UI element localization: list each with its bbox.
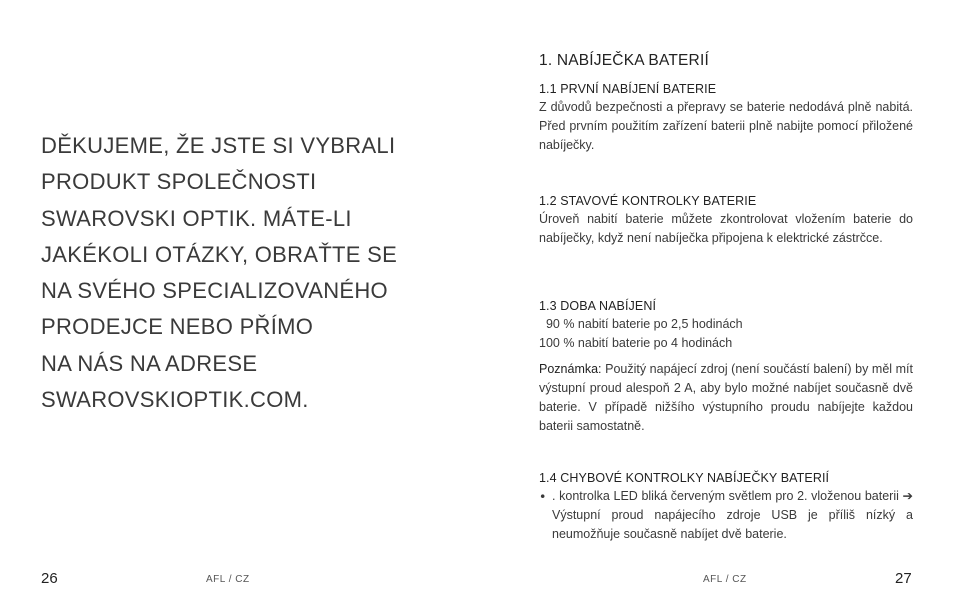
page-number-right: 27 (895, 570, 912, 587)
intro-line: NA SVÉHO SPECIALIZOVANÉHO (41, 278, 388, 304)
right-page (477, 0, 954, 614)
footer-label-left: AFL / CZ (206, 574, 250, 585)
bullet-icon: • (539, 489, 547, 504)
section-error-indicators (539, 469, 913, 544)
intro-line: DĚKUJEME, ŽE JSTE SI VYBRALI (41, 133, 396, 158)
intro-line: SWAROVSKIOPTIK.COM. (41, 387, 309, 413)
section-heading: 1.3 DOBA NABÍJENÍ (539, 299, 657, 313)
intro-line: JAKÉKOLI OTÁZKY, OBRAŤTE SE (41, 241, 398, 267)
intro-line: PRODUKT SPOLEČNOSTI (41, 169, 317, 195)
intro-line: NA NÁS NA ADRESE (41, 350, 258, 376)
section-paragraph: Z důvodů bezpečnosti a přepravy se baterie nedodává plně nabitá. Před prvním použitím zařízení baterii plně nabijte pomocí přiložené nabíječky. (539, 100, 913, 152)
page-number-left: 26 (41, 570, 58, 587)
chapter-title: 1. NABÍJEČKA BATERIÍ (539, 52, 709, 69)
section-heading: 1.2 STAVOVÉ KONTROLKY BATERIE (539, 194, 757, 208)
footer-label-right: AFL / CZ (703, 574, 747, 585)
section-heading: 1.4 CHYBOVÉ KONTROLKY NABÍJEČKY BATERIÍ (539, 471, 830, 485)
intro-line: SWAROVSKI OPTIK. MÁTE-LI (41, 205, 352, 231)
note-paragraph (539, 360, 913, 436)
section-paragraph: Úroveň nabití baterie můžete zkontrolovat vložením baterie do nabíječky, když není nabíječka připojena k elektrické zástrčce. (539, 212, 913, 245)
intro-text (41, 128, 397, 418)
bullet-text: . kontrolka LED bliká červeným světlem pro 2. vloženou baterii ➔ Výstupní proud napájecího zdroje USB je příliš nízký a neumožňuje současně nabíjet dvě baterie. (552, 489, 913, 541)
section-first-charging (539, 80, 913, 155)
charging-time-line: 90 % nabití baterie po 2,5 hodinách (539, 317, 743, 331)
note-label: Poznámka: (539, 362, 602, 376)
bullet-item (539, 487, 913, 544)
intro-line: PRODEJCE NEBO PŘÍMO (41, 314, 314, 340)
charging-time-line: 100 % nabití baterie po 4 hodinách (539, 336, 733, 350)
right-content (539, 52, 913, 544)
note-text: Použitý napájecí zdroj (není součástí balení) by měl mít výstupní proud alespoň 2 A, aby bylo možné nabíjet současně dvě baterie. V případě nižšího výstupního proudu nabíjejte každou baterii samostatně. (539, 362, 913, 433)
section-heading: 1.1 PRVNÍ NABÍJENÍ BATERIE (539, 82, 717, 96)
section-status-indicators (539, 192, 913, 248)
section-charging-time (539, 297, 913, 436)
